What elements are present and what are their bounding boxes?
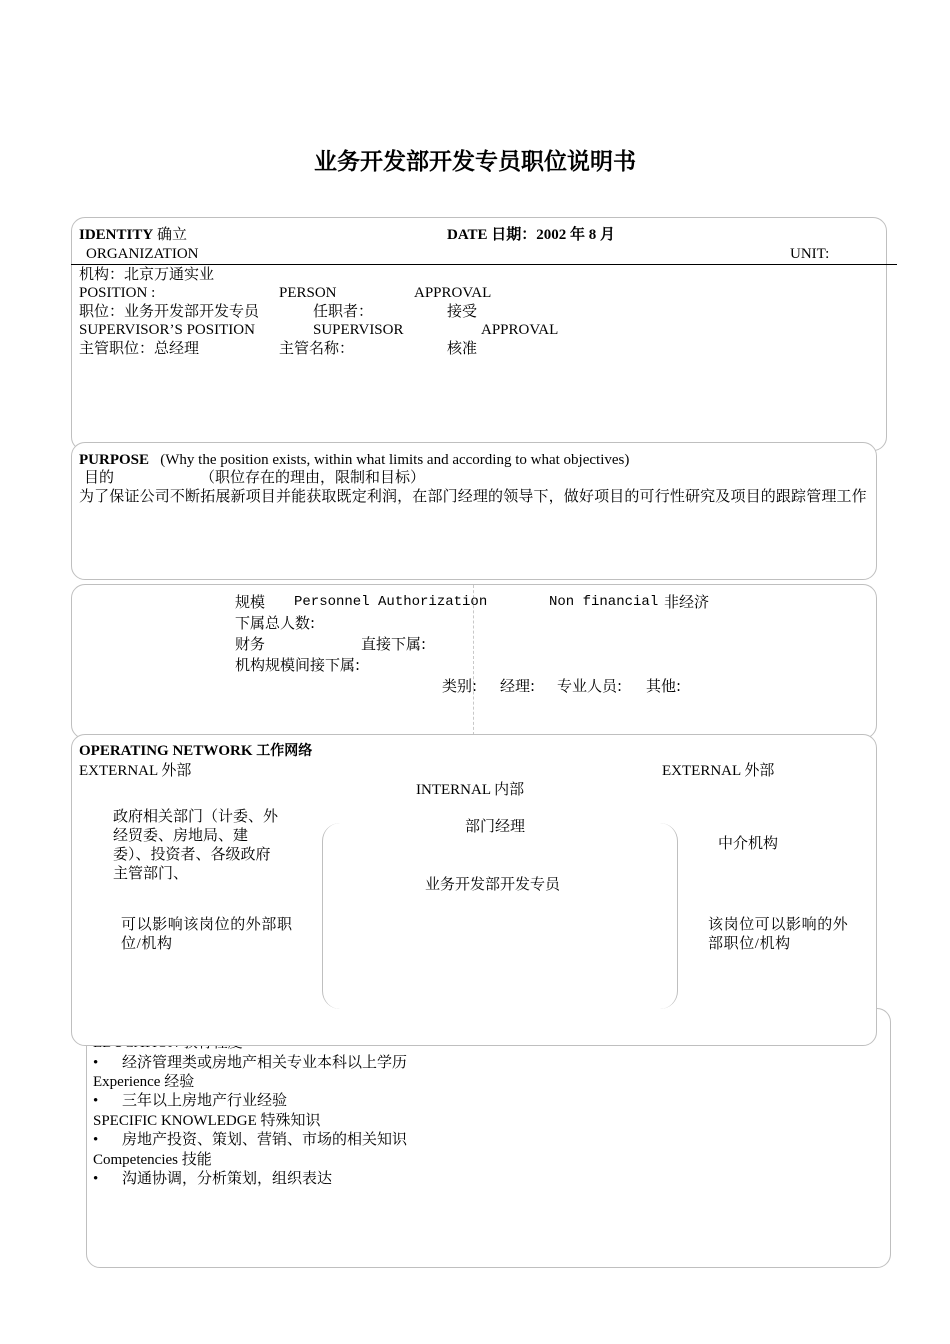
approve-label: 核准: [447, 341, 478, 357]
other-count-label: 其他:: [646, 677, 682, 695]
external-right-label: EXTERNAL 外部: [662, 763, 775, 779]
category-label: 类别:: [442, 677, 478, 695]
knowledge-item: • 房地产投资、策划、营销、市场的相关知识: [122, 1131, 407, 1149]
finance-label: 财务: [235, 635, 266, 653]
experience-label: Experience 经验: [93, 1074, 195, 1090]
unit-label: UNIT:: [790, 246, 830, 262]
internal-position: 业务开发部开发专员: [425, 877, 561, 893]
knowledge-label: SPECIFIC KNOWLEDGE 特殊知识: [93, 1113, 321, 1129]
document-title: 业务开发部开发专员职位说明书: [314, 148, 636, 175]
education-item: • 经济管理类或房地产相关专业本科以上学历: [122, 1054, 407, 1072]
non-financial-label-cn: 非经济: [664, 593, 710, 611]
identity-divider: [71, 264, 897, 265]
supervisor-name-label: 主管名称：: [279, 341, 355, 357]
personnel-authorization-label: Personnel Authorization: [294, 594, 488, 610]
organization-label: ORGANIZATION: [86, 246, 199, 262]
position-value: 职位：业务开发部开发专员: [79, 304, 260, 320]
internal-manager: 部门经理: [465, 819, 526, 835]
approval-label-en-2: APPROVAL: [481, 322, 559, 338]
total-subordinates-label: 下属总人数:: [235, 614, 316, 632]
person-label-en: PERSON: [279, 285, 337, 301]
purpose-heading: PURPOSE (Why the position exists, within what limits and according to what objectives): [79, 452, 630, 468]
non-financial-label: Non financial: [549, 594, 659, 610]
purpose-desc-cn: （职位存在的理由，限制和目标）: [200, 470, 426, 486]
manager-count-label: 经理:: [500, 677, 536, 695]
experience-item: • 三年以上房地产行业经验: [122, 1092, 287, 1110]
supervisor-position-value: 主管职位：总经理: [79, 341, 200, 357]
purpose-text: 为了保证公司不断拓展新项目并能获取既定利润，在部门经理的领导下，做好项目的可行性研究及项目的跟踪管理工作: [79, 489, 867, 505]
indirect-subordinates-label: 机构规模间接下属:: [235, 656, 361, 674]
identity-heading: IDENTITY 确立: [79, 227, 187, 243]
position-label-en: POSITION :: [79, 285, 156, 301]
network-heading: OPERATING NETWORK 工作网络: [79, 743, 313, 759]
internal-bracket: [322, 823, 678, 1009]
approval-label-en: APPROVAL: [414, 285, 492, 301]
date-field: DATE 日期：2002 年 8 月: [447, 227, 616, 243]
external-right-note: 该岗位可以影响的外部职位/机构: [708, 917, 849, 952]
supervisor-label-en: SUPERVISOR: [313, 322, 404, 338]
direct-subordinates-label: 直接下属:: [361, 635, 427, 653]
accept-label: 接受: [447, 304, 478, 320]
supervisor-position-label-en: SUPERVISOR’S POSITION: [79, 322, 255, 338]
internal-label: INTERNAL 内部: [416, 782, 525, 798]
external-right-list: 中介机构: [718, 836, 779, 852]
competencies-label: Competencies 技能: [93, 1152, 212, 1168]
competencies-item: • 沟通协调，分析策划，组织表达: [122, 1170, 332, 1188]
external-left-label: EXTERNAL 外部: [79, 763, 192, 779]
scale-label: 规模: [235, 593, 266, 611]
external-left-note: 可以影响该岗位的外部职位/机构: [121, 917, 293, 952]
organization-value: 机构：北京万通实业: [79, 267, 215, 283]
purpose-label-cn: 目的: [84, 470, 115, 486]
professional-count-label: 专业人员:: [557, 677, 623, 695]
external-left-list: 政府相关部门（计委、外经贸委、房地局、建委）、投资者、各级政府主管部门、: [113, 809, 279, 882]
incumbent-label: 任职者：: [313, 304, 374, 320]
